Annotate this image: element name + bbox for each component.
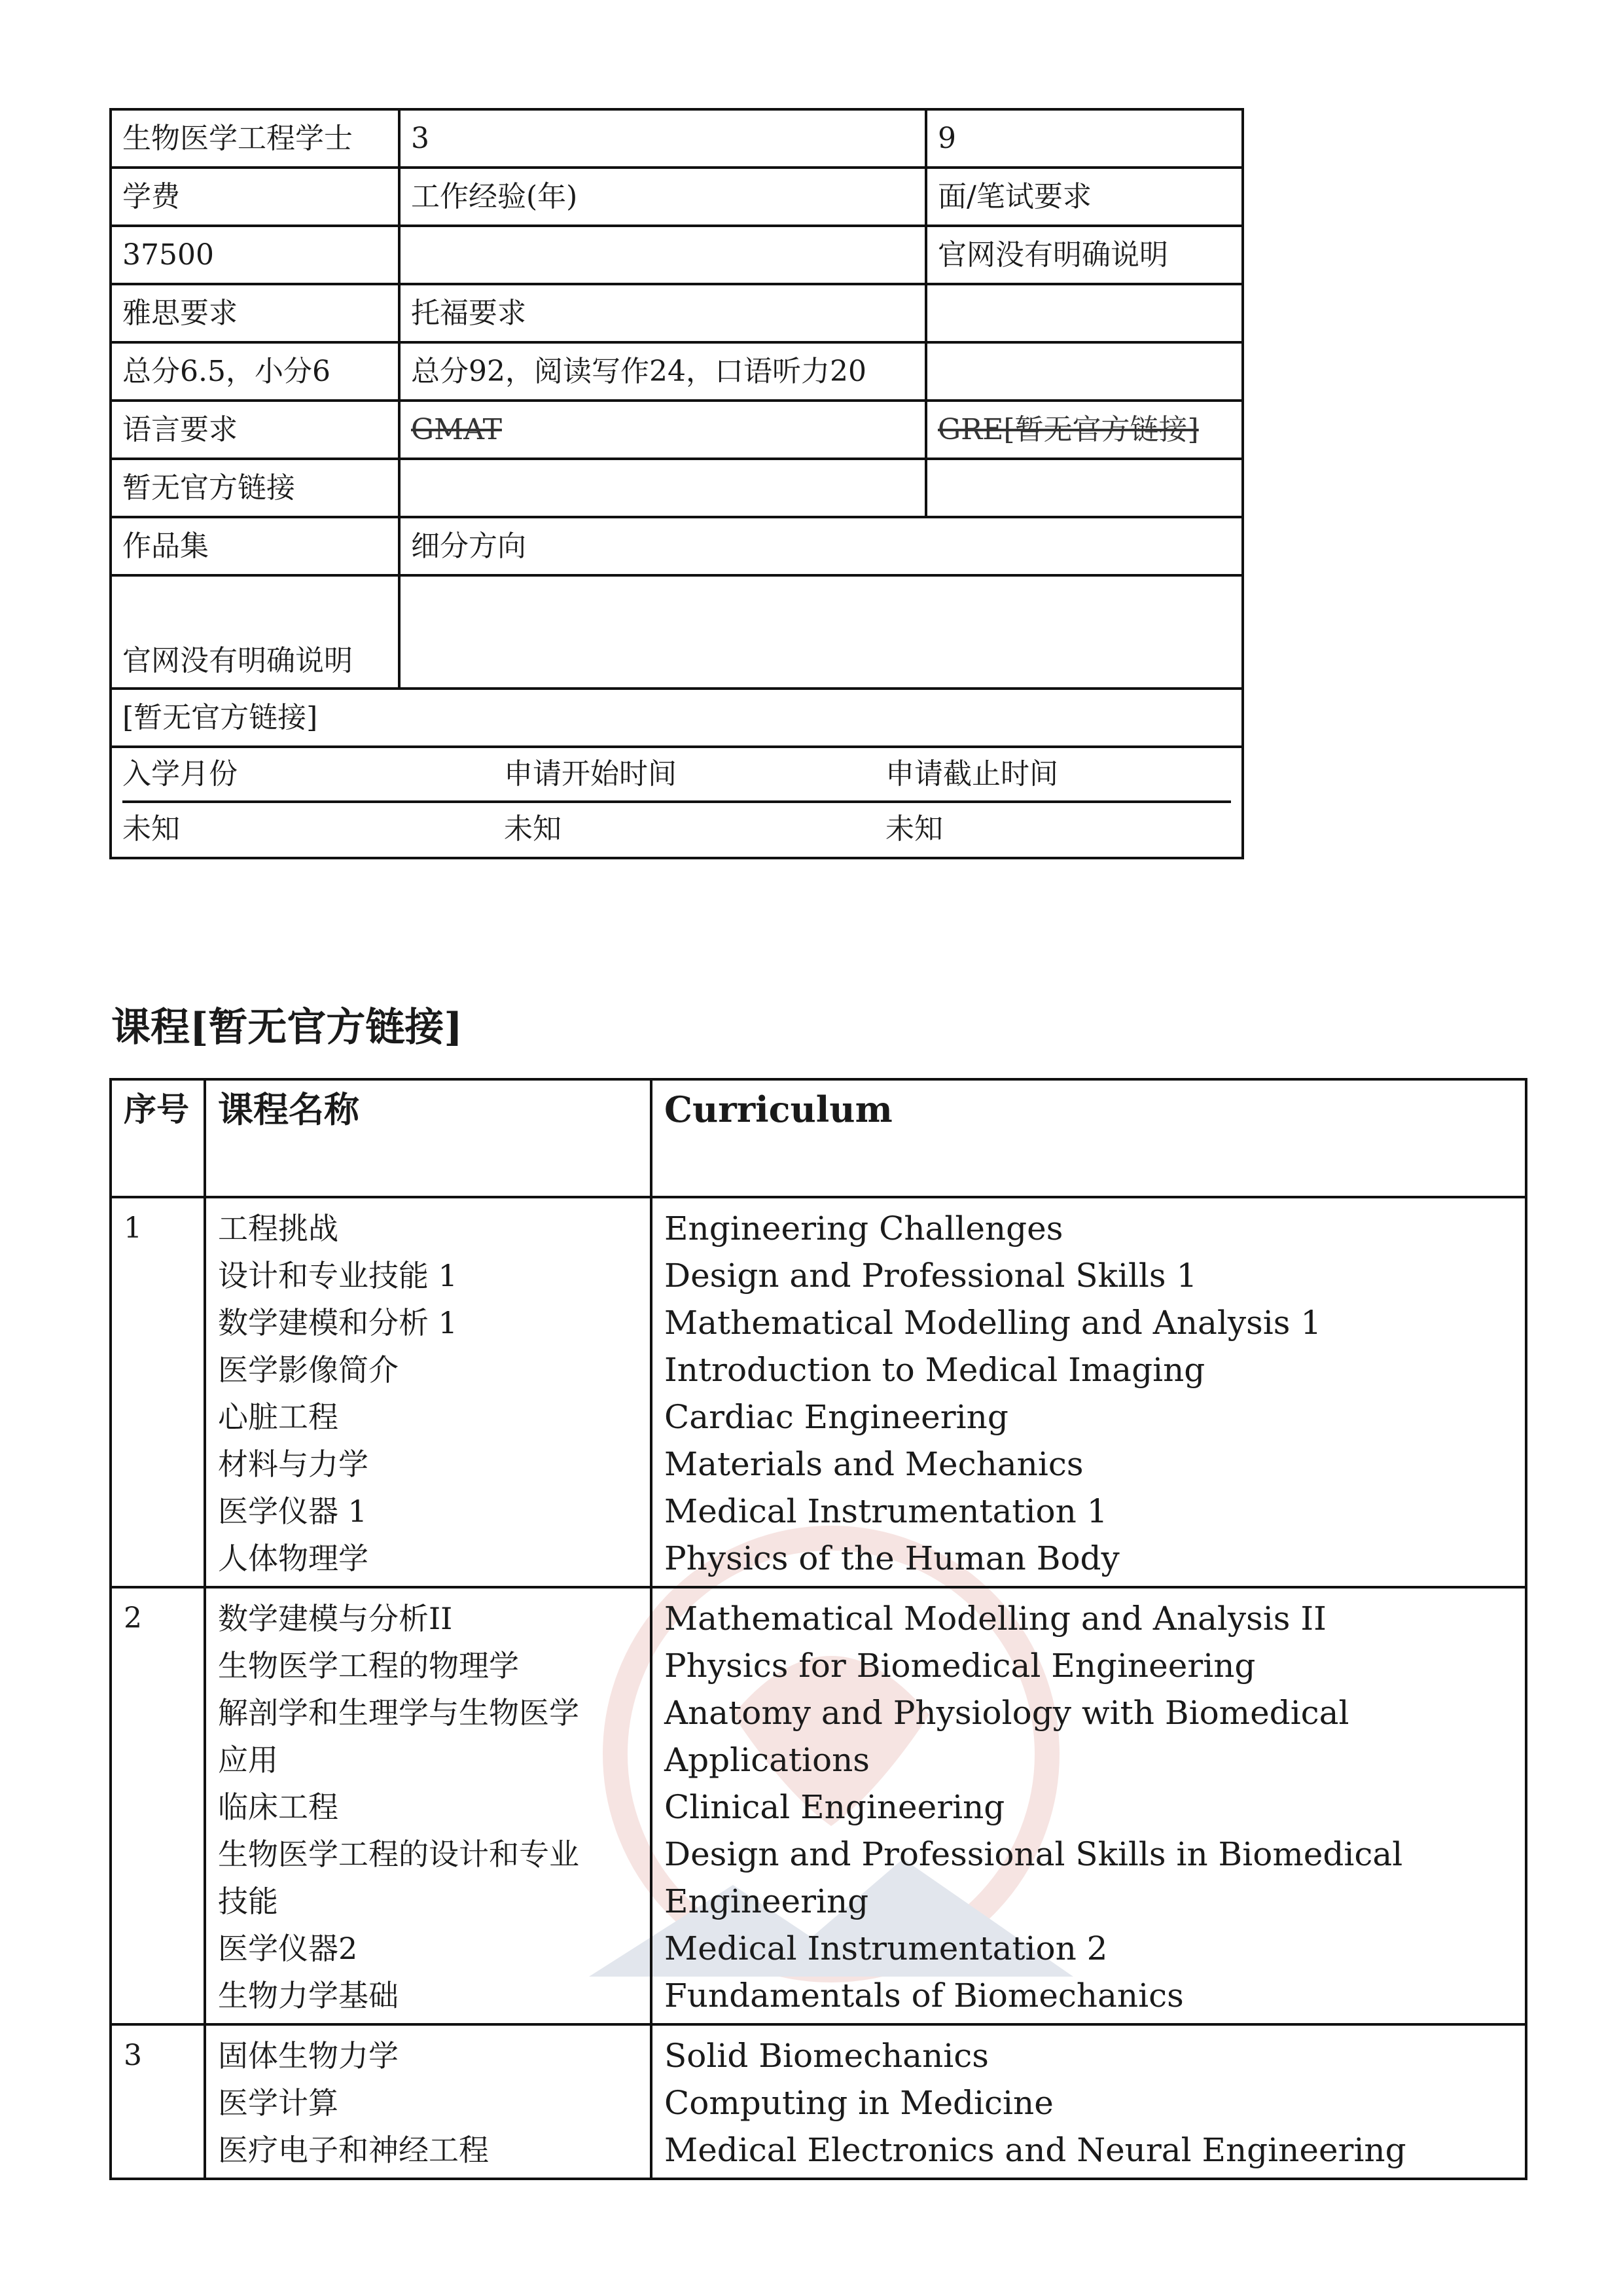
header-curriculum: Curriculum <box>651 1079 1526 1197</box>
gre-label <box>926 401 1243 459</box>
ielts-value: 总分6.5，小分6 <box>111 342 399 401</box>
intake-label: 入学月份 <box>122 757 238 791</box>
course-name-cn: 医学仪器 1 <box>218 1494 367 1529</box>
table-row <box>111 2024 1526 2179</box>
language-label: 语言要求 <box>111 401 399 459</box>
work-exp-label: 工作经验(年) <box>399 168 926 226</box>
toefl-value: 总分92，阅读写作24，口语听力20 <box>399 342 926 401</box>
row-number: 2 <box>111 1587 205 2024</box>
table-row <box>111 1197 1526 1587</box>
empty-cell <box>399 459 926 517</box>
portfolio-value: 官网没有明确说明 <box>111 575 399 689</box>
course-name-en: Clinical Engineering <box>664 1788 1005 1826</box>
course-name-cn: 医疗电子和神经工程 <box>218 2132 489 2168</box>
interview-label: 面/笔试要求 <box>926 168 1243 226</box>
course-name-cn: 解剖学和生理学与生物医学 <box>218 1695 579 1731</box>
duration-value: 3 <box>399 109 926 168</box>
table-row <box>111 459 1243 517</box>
application-dates <box>111 747 1243 858</box>
table-row <box>111 342 1243 401</box>
empty-cell <box>926 342 1243 401</box>
course-name-cn: 心脏工程 <box>218 1399 338 1435</box>
course-name-en: Materials and Mechanics <box>664 1445 1084 1483</box>
row-number: 3 <box>111 2024 205 2179</box>
course-names-en <box>651 1197 1526 1587</box>
course-name-en: Computing in Medicine <box>664 2084 1054 2122</box>
course-name-en: Medical Electronics and Neural Engineering <box>664 2131 1406 2169</box>
course-name-cn: 设计和专业技能 1 <box>218 1258 457 1293</box>
course-name-en: Applications <box>664 1741 870 1779</box>
course-name-cn: 生物医学工程的物理学 <box>218 1648 519 1683</box>
course-name-cn: 人体物理学 <box>218 1541 368 1576</box>
deadline-label: 申请截止时间 <box>885 757 1058 791</box>
header-course-name: 课程名称 <box>205 1079 651 1197</box>
language-value: 暂无官方链接 <box>111 459 399 517</box>
course-name-cn: 材料与力学 <box>218 1446 368 1482</box>
course-name-en: Cardiac Engineering <box>664 1398 1008 1436</box>
course-name-en: Mathematical Modelling and Analysis II <box>664 1600 1327 1638</box>
course-name-cn: 医学计算 <box>218 2085 338 2121</box>
course-name-en: Physics for Biomedical Engineering <box>664 1647 1256 1685</box>
course-table <box>109 1078 1527 2180</box>
degree-name: 生物医学工程学士 <box>111 109 399 168</box>
course-name-cn: 技能 <box>218 1884 278 1919</box>
course-name-en: Physics of the Human Body <box>664 1539 1120 1577</box>
course-name-en: Medical Instrumentation 1 <box>664 1492 1108 1530</box>
table-row <box>111 575 1243 689</box>
course-name-cn: 应用 <box>218 1742 278 1778</box>
table-row <box>111 517 1243 575</box>
course-name-en: Mathematical Modelling and Analysis 1 <box>664 1304 1322 1342</box>
empty-cell <box>926 284 1243 342</box>
table-row <box>111 1587 1526 2024</box>
course-name-en: Anatomy and Physiology with Biomedical <box>664 1694 1349 1732</box>
course-section-title: 课程[暂无官方链接] <box>111 1005 463 1050</box>
course-name-en: Solid Biomechanics <box>664 2037 989 2075</box>
gmat-text: GMAT <box>411 412 502 446</box>
table-row <box>111 689 1243 747</box>
start-value: 未知 <box>504 812 562 846</box>
empty-cell <box>926 459 1243 517</box>
work-exp-value <box>399 226 926 284</box>
course-name-cn: 生物力学基础 <box>218 1978 399 2013</box>
course-name-cn: 工程挑战 <box>218 1211 338 1246</box>
portfolio-label: 作品集 <box>111 517 399 575</box>
portfolio-link: [暂无官方链接] <box>111 689 1243 747</box>
course-name-cn: 医学影像简介 <box>218 1352 399 1388</box>
table-row <box>111 401 1243 459</box>
subfield-label: 细分方向 <box>399 517 1243 575</box>
course-names-cn <box>205 2024 651 2179</box>
course-names-cn <box>205 1197 651 1587</box>
intake-value: 未知 <box>122 812 180 846</box>
course-name-cn: 临床工程 <box>218 1789 338 1825</box>
tuition-label: 学费 <box>111 168 399 226</box>
course-name-en: Engineering <box>664 1882 869 1920</box>
table-row <box>111 747 1243 858</box>
course-name-cn: 医学仪器2 <box>218 1931 358 1966</box>
ielts-label: 雅思要求 <box>111 284 399 342</box>
course-name-cn: 固体生物力学 <box>218 2038 399 2073</box>
gmat-label <box>399 401 926 459</box>
table-header-row <box>111 1079 1526 1197</box>
course-name-en: Fundamentals of Biomechanics <box>664 1977 1184 2015</box>
course-names-en <box>651 2024 1526 2179</box>
course-name-en: Introduction to Medical Imaging <box>664 1351 1205 1389</box>
course-names-en <box>651 1587 1526 2024</box>
tuition-value: 37500 <box>111 226 399 284</box>
course-name-cn: 数学建模与分析II <box>218 1601 453 1636</box>
deadline-value: 未知 <box>885 812 943 846</box>
table-row <box>111 284 1243 342</box>
gre-text: GRE[暂无官方链接] <box>938 412 1199 446</box>
start-label: 申请开始时间 <box>504 757 677 791</box>
table-row <box>111 226 1243 284</box>
program-info-table <box>109 108 1244 859</box>
header-seq: 序号 <box>111 1079 205 1197</box>
table-row <box>111 109 1243 168</box>
course-name-cn: 生物医学工程的设计和专业 <box>218 1837 579 1872</box>
row-number: 1 <box>111 1197 205 1587</box>
rank-value: 9 <box>926 109 1243 168</box>
course-name-en: Design and Professional Skills in Biomedical <box>664 1835 1403 1873</box>
course-names-cn <box>205 1587 651 2024</box>
interview-value: 官网没有明确说明 <box>926 226 1243 284</box>
course-name-cn: 数学建模和分析 1 <box>218 1305 457 1340</box>
course-name-en: Design and Professional Skills 1 <box>664 1257 1198 1295</box>
subfield-value <box>399 575 1243 689</box>
course-name-en: Medical Instrumentation 2 <box>664 1929 1108 1967</box>
table-row <box>111 168 1243 226</box>
toefl-label: 托福要求 <box>399 284 926 342</box>
course-name-en: Engineering Challenges <box>664 1210 1063 1247</box>
